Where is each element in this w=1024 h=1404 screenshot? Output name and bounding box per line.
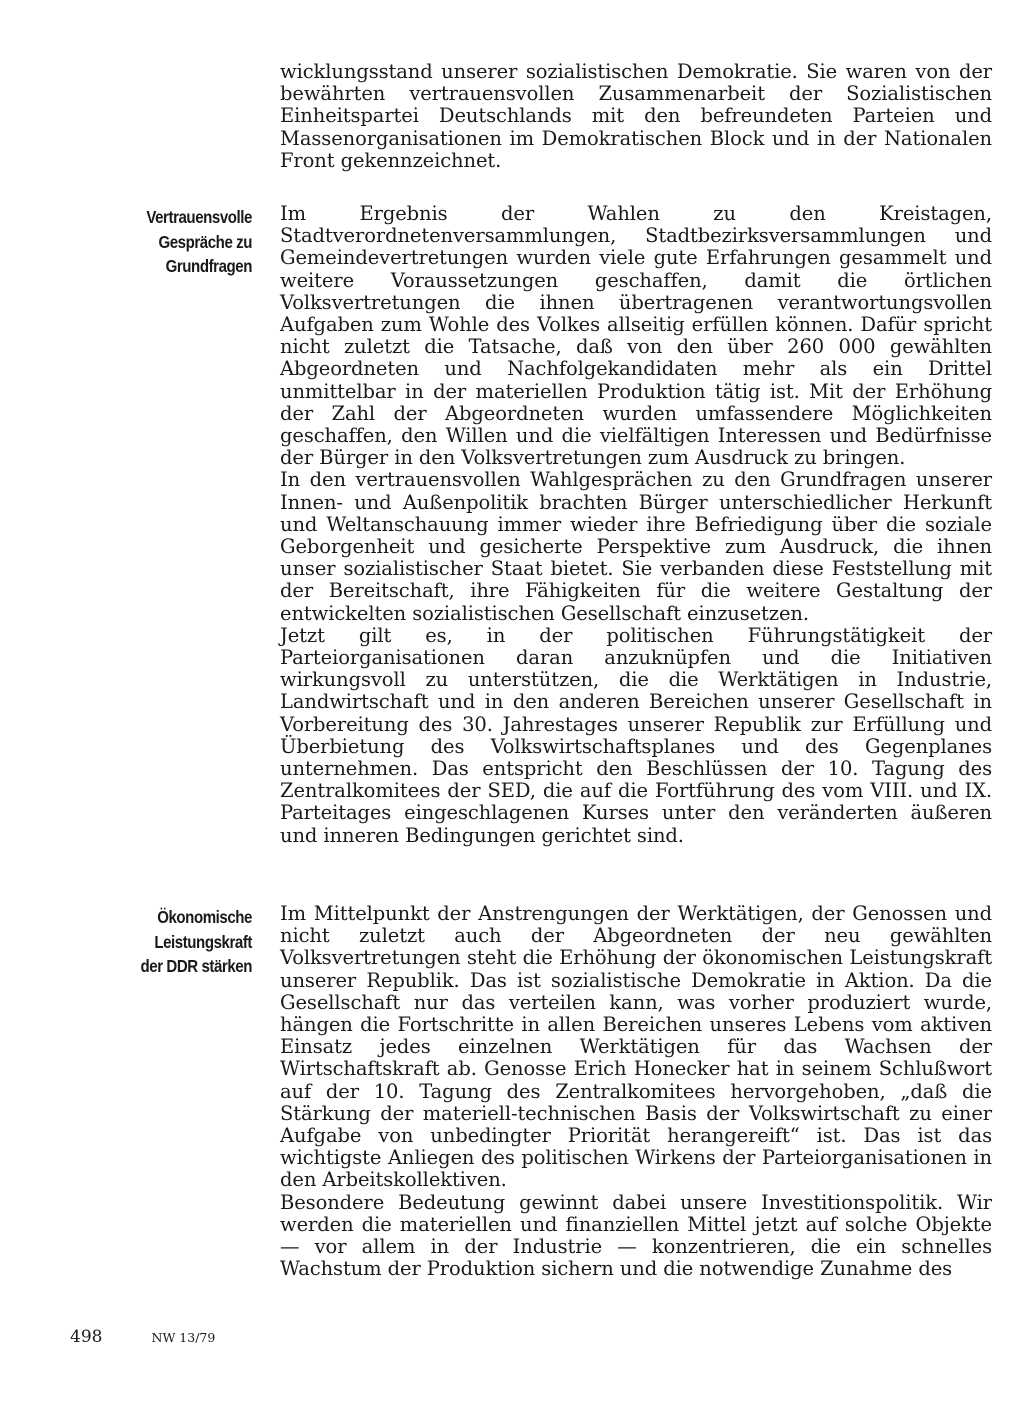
margin-heading-line: Vertrauensvolle: [146, 207, 252, 227]
body-paragraph: Jetzt gilt es, in der politischen Führungstätigkeit der Parteiorganisationen daran anzuknüpfen und die Initiativen wirkungsvoll zu unterstützen, die die Werktätigen in Industrie, Landwirtschaft und in den anderen Bereichen unserer Gesellschaft in Vorbereitung des 30. Jahrestages unserer Republik zur Erfüllung und Überbietung des Volkswirtschaftsplanes und des Gegenplanes unternehmen. Das entspricht den Beschlüssen der 10. Tagung des Zentralkomitees der SED, die auf die Fortführung des vom VIII. und IX. Parteitages eingeschlagenen Kurses unter den veränderten äußeren und inneren Bedingungen gerichtet sind.: [280, 623, 992, 847]
section-economic-strength-body: [280, 903, 992, 1280]
section-trust-talks-body: [280, 203, 992, 847]
body-paragraph: In den vertrauensvollen Wahlgesprächen zu den Grundfragen unserer Innen- und Außenpolitik brachten Bürger unterschiedlicher Herkunft und Weltanschauung immer wieder ihre Befriedigung über die soziale Geborgenheit und gesicherte Perspektive zum Ausdruck, die ihnen unser sozialistischer Staat bietet. Sie verbanden diese Feststellung mit der Bereitschaft, ihre Fähigkeiten für die weitere Gestaltung der entwickelten sozialistischen Gesellschaft einzusetzen.: [280, 468, 992, 625]
body-paragraph: Im Ergebnis der Wahlen zu den Kreistagen, Stadtverordnetenversammlungen, Stadtbezirksversammlungen und Gemeindevertretungen wurden viele gute Erfahrungen gesammelt und weitere Voraussetzungen geschaffen, damit die örtlichen Volksvertretungen die ihnen übertragenen verantwortungsvollen Aufgaben zum Wohle des Volkes allseitig erfüllen können. Dafür spricht nicht zuletzt die Tatsache, daß von den über 260 000 gewählten Abgeordneten und Nachfolgekandidaten mehr als ein Drittel unmittelbar in der materiellen Produktion tätig ist. Mit der Erhöhung der Zahl der Abgeordneten wurden umfassendere Möglichkeiten geschaffen, den Willen und die vielfältigen Interessen und Bedürfnisse der Bürger in den Volksvertretungen zum Ausdruck zu bringen.: [280, 202, 992, 470]
margin-heading-line: Grundfragen: [165, 256, 252, 276]
margin-heading-line: der DDR stärken: [140, 956, 252, 976]
margin-heading-line: Ökonomische: [157, 907, 252, 927]
body-paragraph: Besondere Bedeutung gewinnt dabei unsere Investitionspolitik. Wir werden die materiellen und finanziellen Mittel jetzt auf solche Objekte — vor allem in der Industrie — konzentrieren, die ein schnelles Wachstum der Produktion sichern und die notwendige Zunahme des: [280, 1190, 992, 1281]
margin-heading-line: Gespräche zu: [158, 231, 252, 252]
intro-paragraph: wicklungsstand unserer sozialistischen Demokratie. Sie waren von der bewährten vertrauensvollen Zusammenarbeit der Sozialistischen Einheitspartei Deutschlands mit den befreundeten Parteien und Massenorganisationen im Demokratischen Block und in der Nationalen Front gekennzeichnet.: [280, 60, 992, 172]
page-footer: [70, 1327, 215, 1347]
margin-heading-economic-strength: [106, 905, 252, 979]
margin-heading-trust-talks: [106, 205, 252, 279]
page-number: 498: [70, 1327, 103, 1347]
intro-text-block: [280, 61, 992, 172]
body-paragraph: Im Mittelpunkt der Anstrengungen der Werktätigen, der Genossen und nicht zuletzt auch der Abgeordneten der neu gewählten Volksvertretungen steht die Erhöhung der ökonomischen Leistungskraft unserer Republik. Das ist sozialistische Demokratie in Aktion. Da die Gesellschaft nur das verteilen kann, was vorher produziert wurde, hängen die Fortschritte in allen Bereichen unseres Lebens vom aktiven Einsatz jedes einzelnen Werktätigen für das Wachsen der Wirtschaftskraft ab. Genosse Erich Honecker hat in seinem Schlußwort auf der 10. Tagung des Zentralkomitees hervorgehoben, „daß die Stärkung der materiell-technischen Basis der Volkswirtschaft zu einer Aufgabe von unbedingter Priorität herangereift“ ist. Das ist das wichtigste Anliegen des politischen Wirkens der Parteiorganisationen in den Arbeitskollektiven.: [280, 902, 992, 1192]
issue-reference: NW 13/79: [151, 1330, 216, 1345]
margin-heading-line: Leistungskraft: [154, 931, 252, 952]
